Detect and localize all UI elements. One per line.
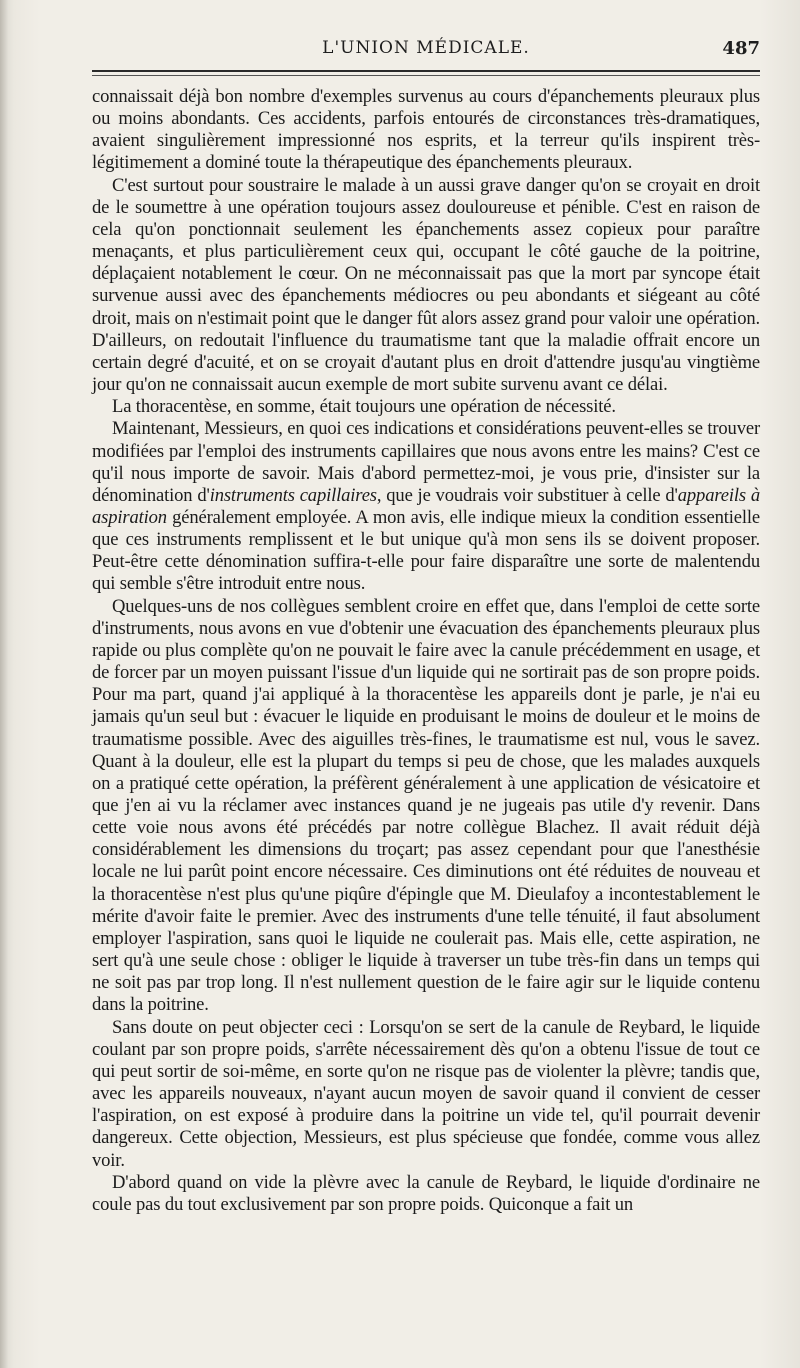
text-run: , que je voudrais voir substituer à celle d': [376, 484, 678, 506]
running-header: [92, 38, 760, 66]
text-run: connaissait déjà bon nombre d'exemples survenus au cours d'épanchements pleuraux plus ou moins abondants. Ces accidents, parfois entourés de circonstances très-dramatiques, avaient singulièrement impressionné nos esprits, et la terreur qu'ils inspirent très-légitimement a dominé toute la thérapeutique des épanchements pleuraux.: [92, 86, 760, 174]
text-run: Sans doute on peut objecter ceci : Lorsqu'on se sert de la canule de Reybard, le liquide coulant par son propre poids, s'arrête nécessairement dès qu'on a obtenu l'issue de tout ce qui peut sortir de soi-même, en sorte qu'on ne risque pas de violenter la plèvre; tandis que, avec les appareils nouveaux, n'ayant aucun moyen de savoir quand il convient de cesser l'aspiration, on est exposé à produire dans la poitrine un vide tel, qu'il pourrait devenir dangereux. Cette objection, Messieurs, est plus spécieuse que fondée, comme vous allez voir.: [92, 1016, 760, 1171]
paragraph: [92, 418, 760, 595]
text-run: La thoracentèse, en somme, était toujours une opération de nécessité.: [112, 396, 616, 418]
paragraph: [92, 175, 760, 397]
text-run: Maintenant, Messieurs, en quoi ces indications et considérations peuvent-elles se trouver modifiées par l'emploi des instruments capillaires que nous avons entre les mains? C'est ce qu'il nous importe de savoir. Mais d'abord permettez-moi, je vous prie, d'insister sur la dénomination d': [92, 418, 760, 506]
text-run: Quelques-uns de nos collègues semblent croire en effet que, dans l'emploi de cette sorte d'instruments, nous avons en vue d'obtenir une évacuation des épanchements pleuraux plus rapide ou plus complète qu'on ne pouvait le faire avec la canule précédemment en usage, et de forcer par un moyen puissant l'issue d'un liquide qui ne sortirait pas de son propre poids. Pour ma part, quand j'ai appliqué à la thoracentèse les appareils dont je parle, je n'ai eu jamais qu'un seul but : évacuer le liquide en produisant le moins de douleur et le moins de traumatisme possible. Avec des aiguilles très-fines, le traumatisme est nul, vous le savez. Quant à la douleur, elle est la plupart du temps si peu de chose, que les malades auxquels on a pratiqué cette opération, la préfèrent généralement à une application de vésicatoire et que j'en ai vu la réclamer avec instances quand je ne jugeais pas utile d'y revenir. Dans cette voie nous avons été précédés par notre collègue Blachez. Il avait réduit déjà considérablement les dimensions du troçart; pas assez cependant pour que l'anesthésie locale ne lui parût point encore nécessaire. Ces diminutions ont été réduites de nouveau et la thoracentèse n'est plus qu'une piqûre d'épingle que M. Dieulafoy a incontestablement le mérite d'avoir faite le premier. Avec des instruments d'une telle ténuité, il faut absolument employer l'aspiration, sans quoi le liquide ne coulerait pas. Mais elle, cette aspiration, ne sert qu'à une seule chose : obliger le liquide à traverser un tube très-fin dans un temps qui ne soit pas par trop long. Il n'est nullement question de le faire agir sur le liquide contenu dans la poitrine.: [92, 595, 760, 1016]
header-rule: [92, 70, 760, 72]
text-run: D'abord quand on vide la plèvre avec la canule de Reybard, le liquide d'ordinaire ne coule pas du tout exclusivement par son propre poids. Quiconque a fait un: [92, 1171, 760, 1215]
paragraph: [92, 1172, 760, 1216]
paragraph: [92, 596, 760, 1017]
text-run: C'est surtout pour soustraire le malade à un aussi grave danger qu'on se croyait en droit de le soumettre à une opération toujours assez douloureuse et pénible. C'est en raison de cela qu'on ponctionnait seulement les épanchements assez copieux pour paraître menaçants, et plus particulièrement ceux qui, occupant le côté gauche de la poitrine, déplaçaient notablement le cœur. On ne méconnaissait pas que la mort par syncope était survenue aussi avec des épanchements médiocres ou peu abondants et siégeant au côté droit, mais on n'estimait point que le danger fût alors assez grand pour valoir une opération. D'ailleurs, on redoutait l'influence du traumatisme tant que la maladie offrait encore un certain degré d'acuité, et on se croyait d'autant plus en droit d'attendre jusqu'au vingtième jour qu'on ne connaissait aucun exemple de mort subite survenu avant ce délai.: [92, 174, 760, 396]
text-run: généralement employée. A mon avis, elle indique mieux la condition essentielle que ces instruments remplissent et le but unique qu'à mon sens ils se doivent proposer. Peut-être cette dénomination suffira-t-elle pour faire disparaître une sorte de malentendu qui semble s'être introduit entre nous.: [92, 506, 760, 595]
paragraph: [92, 86, 760, 175]
journal-title: L'UNION MÉDICALE.: [322, 38, 530, 58]
header-rule-thin: [92, 75, 760, 76]
paragraph: [92, 396, 760, 418]
paragraph: [92, 1017, 760, 1172]
binding-edge: [0, 0, 8, 1368]
page-number: 487: [722, 38, 760, 59]
article-body: [92, 86, 760, 1216]
italic-term: appareils à aspiration: [92, 484, 760, 528]
italic-term: instruments capillaires: [209, 484, 377, 506]
